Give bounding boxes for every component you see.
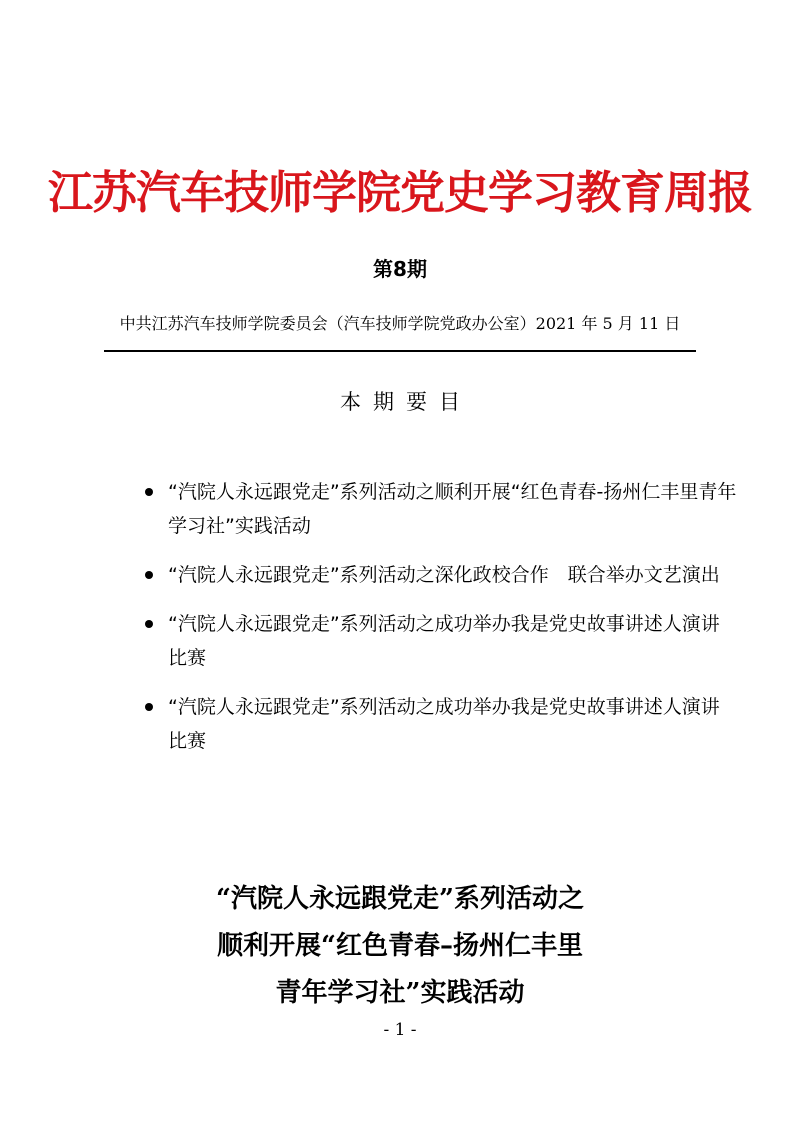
toc-item-text: “汽院人永远跟党走”系列活动之顺利开展“红色青春-扬州仁丰里青年学习社”实践活动 (168, 481, 737, 537)
bullet-icon (145, 571, 153, 579)
toc-item-text: “汽院人永远跟党走”系列活动之成功举办我是党史故事讲述人演讲比赛 (168, 696, 720, 752)
bullet-icon (145, 488, 153, 496)
toc-item (138, 475, 738, 543)
toc-item-text: “汽院人永远跟党走”系列活动之深化政校合作 联合举办文艺演出 (168, 564, 720, 586)
header-divider (104, 350, 696, 352)
article-title-line: “汽院人永远跟党走”系列活动之 (216, 884, 584, 914)
newsletter-masthead: 江苏汽车技师学院党史学习教育周报 (47, 166, 752, 219)
toc-item (138, 607, 738, 675)
page-number: - 1 - (383, 1020, 417, 1040)
article-title (0, 876, 800, 1017)
toc-heading: 本期要目 (340, 390, 472, 414)
article-title-line: 青年学习社”实践活动 (275, 978, 525, 1008)
toc-item (138, 558, 738, 592)
issue-number: 第8期 (373, 257, 427, 281)
toc-item (138, 690, 738, 758)
publisher-line: 中共江苏汽车技师学院委员会（汽车技师学院党政办公室）2021 年 5 月 11 日 (119, 314, 681, 333)
bullet-icon (145, 703, 153, 711)
article-title-line: 顺利开展“红色青春–扬州仁丰里 (217, 931, 583, 961)
bullet-icon (145, 620, 153, 628)
toc-item-text: “汽院人永远跟党走”系列活动之成功举办我是党史故事讲述人演讲比赛 (168, 613, 720, 669)
toc-list (138, 475, 738, 773)
